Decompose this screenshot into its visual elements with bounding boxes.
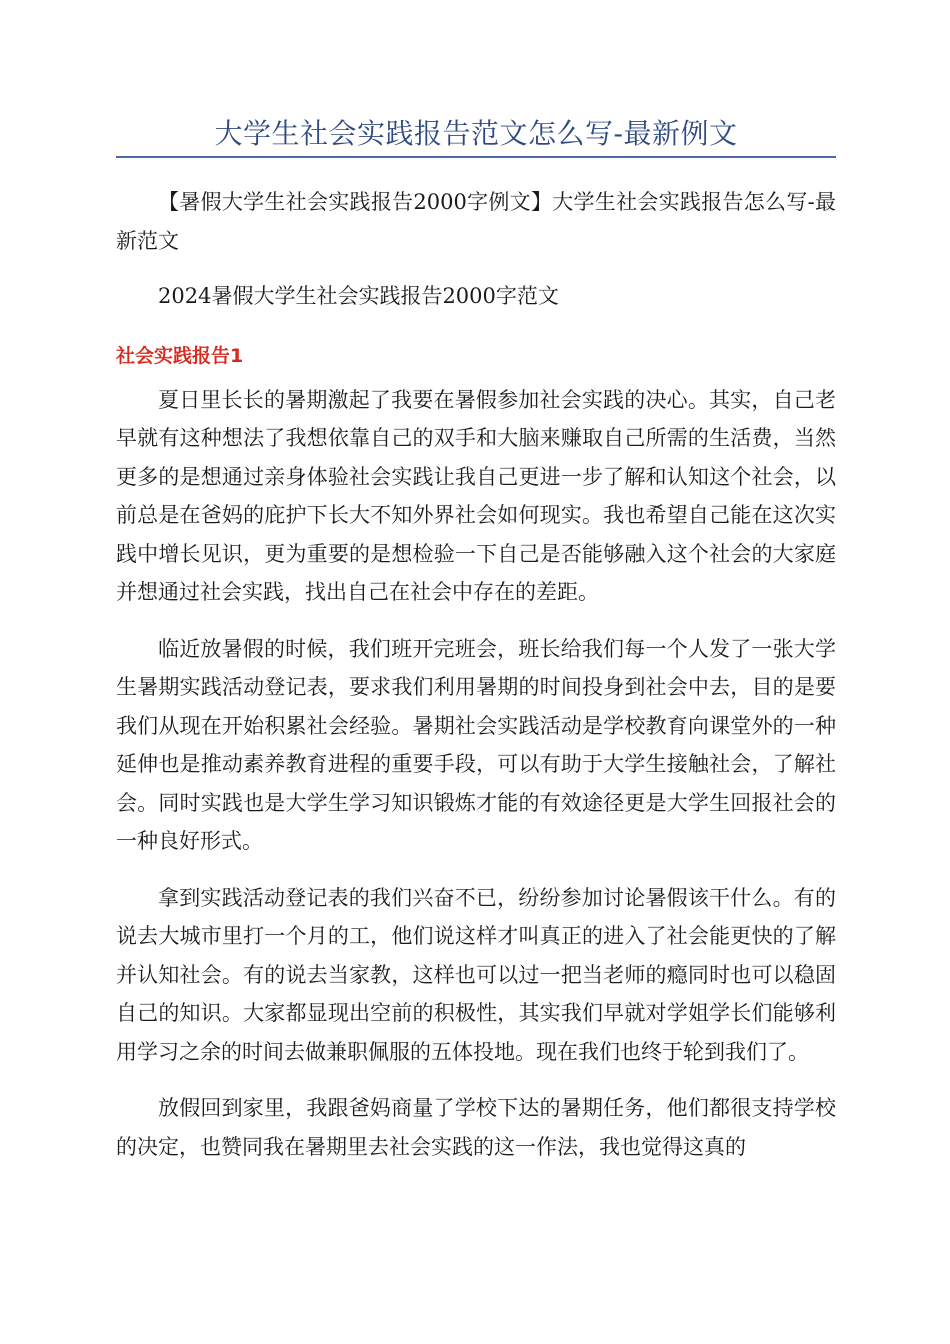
body-paragraph-4: 放假回到家里，我跟爸妈商量了学校下达的暑期任务，他们都很支持学校的决定，也赞同我在暑期里去社会实践的这一作法，我也觉得这真的 — [116, 1096, 836, 1159]
document-page — [116, 0, 836, 1166]
document-title: 大学生社会实践报告范文怎么写-最新例文 — [214, 117, 738, 150]
title-underline — [116, 156, 836, 158]
body-paragraph-1: 夏日里长长的暑期激起了我要在暑假参加社会实践的决心。其实，自己老早就有这种想法了我想依靠自己的双手和大脑来赚取自己所需的生活费，当然更多的是想通过亲身体验社会实践让我自己更进一步了解和认知这个社会，以前总是在爸妈的庇护下长大不知外界社会如何现实。我也希望自己能在这次实践中增长见识，更为重要的是想检验一下自己是否能够融入这个社会的大家庭并想通过社会实践，找出自己在社会中存在的差距。 — [116, 387, 836, 604]
subtitle-paragraph: 2024暑假大学生社会实践报告2000字范文 — [158, 284, 559, 308]
section-heading: 社会实践报告1 — [116, 344, 244, 367]
intro-paragraph: 【暑假大学生社会实践报告2000字例文】大学生社会实践报告怎么写-最新范文 — [116, 190, 836, 253]
body-paragraph-3: 拿到实践活动登记表的我们兴奋不已，纷纷参加讨论暑假该干什么。有的说去大城市里打一个月的工，他们说这样才叫真正的进入了社会能更快的了解并认知社会。有的说去当家教，这样也可以过一把当老师的瘾同时也可以稳固自己的知识。大家都显现出空前的积极性，其实我们早就对学姐学长们能够利用学习之余的时间去做兼职佩服的五体投地。现在我们也终于轮到我们了。 — [116, 885, 836, 1064]
body-paragraph-2: 临近放暑假的时候，我们班开完班会，班长给我们每一个人发了一张大学生暑期实践活动登记表，要求我们利用暑期的时间投身到社会中去，目的是要我们从现在开始积累社会经验。暑期社会实践活动是学校教育向课堂外的一种延伸也是推动素养教育进程的重要手段，可以有助于大学生接触社会，了解社会。同时实践也是大学生学习知识锻炼才能的有效途径更是大学生回报社会的一种良好形式。 — [116, 636, 836, 853]
